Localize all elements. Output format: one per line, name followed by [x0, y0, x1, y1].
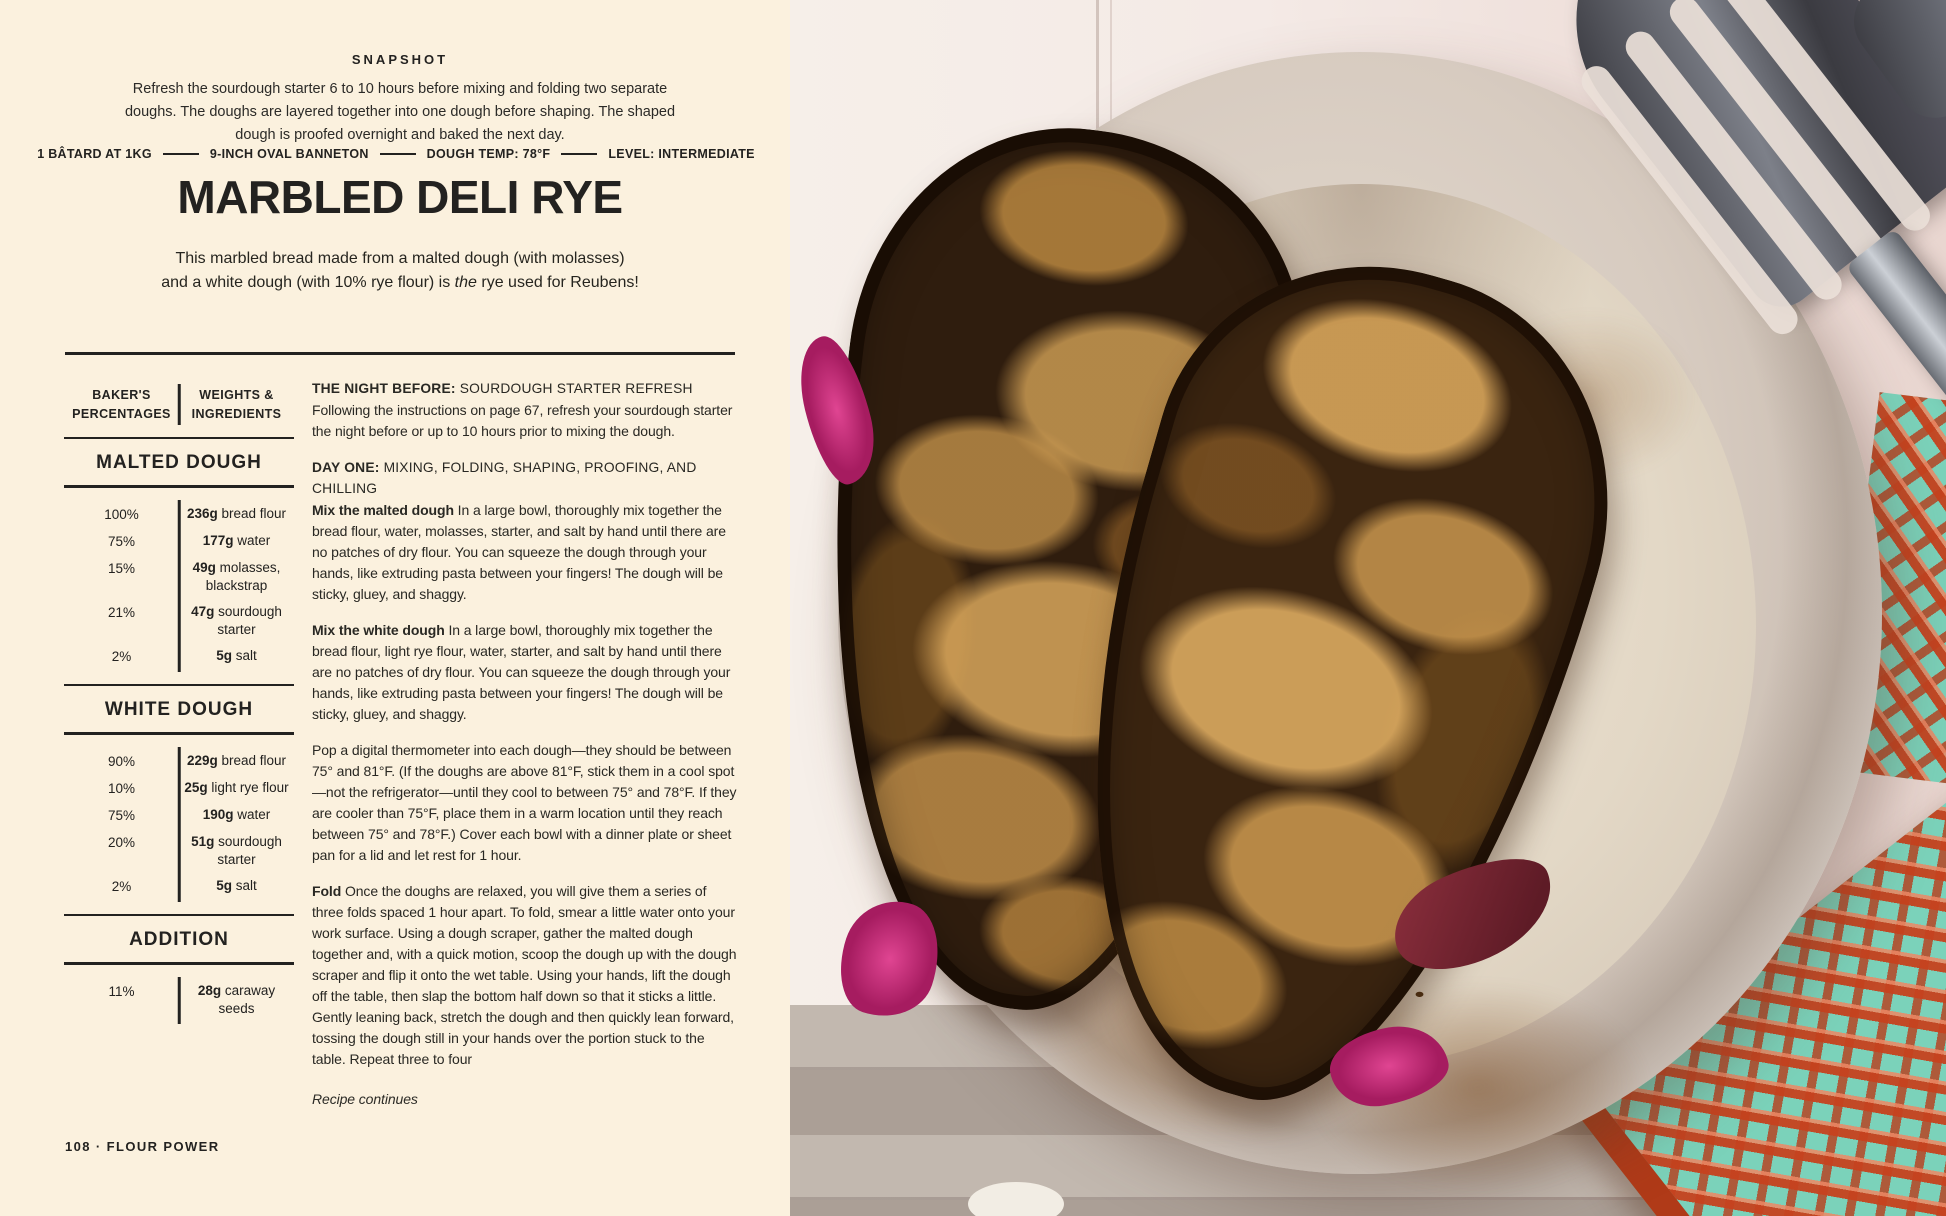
bakers-percentage: 75%: [107, 807, 136, 823]
horizontal-rule: [65, 352, 735, 355]
divider-dash: [163, 153, 199, 156]
instructions-column: [312, 378, 739, 1110]
white-dough-rows: [64, 735, 294, 914]
bakers-percentage: 21%: [107, 604, 136, 620]
step-body: Once the doughs are relaxed, you will give them a series of three folds spaced 1 hour apart. To fold, smear a little water onto your work surface. Using a dough scraper, gather the malted dough together and, with a quick motion, scoop the dough up with the dough scraper and flip it onto the wet table. Using your hands, lift the dough off the table, then slap the bottom half down so that it sticks a little. Gently leaning back, stretch the dough and then quickly lean forward, tossing the dough still in your hands over the portion stuck to the table. Repeat three to four: [312, 883, 737, 1067]
step-heading-rest: MIXING, FOLDING, SHAPING, PROOFING, AND CHILLING: [312, 460, 697, 496]
subtitle-emphasis: the: [454, 274, 477, 291]
step-heading-label: DAY ONE:: [312, 460, 380, 475]
section-title-addition: ADDITION: [129, 929, 229, 950]
divider-dash: [561, 153, 597, 156]
ingredient-name: water: [237, 532, 271, 548]
step-day-one-mix-malted: [312, 457, 739, 605]
ingredient-weight: 177g: [202, 532, 234, 548]
step-fold: [312, 881, 739, 1070]
step-mix-white: [312, 620, 739, 725]
table-row: [64, 779, 294, 798]
ingredient-weight: 25g: [184, 779, 208, 795]
ingredients-table: [64, 372, 294, 1036]
step-heading: [312, 378, 739, 399]
ingredient-name: water: [237, 806, 271, 822]
table-row: [64, 982, 294, 1018]
subtitle-line2-end: rye used for Reubens!: [476, 274, 639, 291]
header-weights-ingredients: WEIGHTS & INGREDIENTS: [191, 388, 282, 421]
ingredient-weight: 236g: [186, 505, 218, 521]
recipe-title: MARBLED DELI RYE: [177, 171, 623, 223]
step-lead: Mix the white dough: [312, 622, 445, 638]
table-row: [64, 806, 294, 825]
step-body: In a large bowl, thoroughly mix together the bread flour, light rye flour, water, starter, and salt by hand until there are no patches of dry flour. You can squeeze the dough through your hands, like extruding pasta between your fingers! The dough will be sticky, gluey, and shaggy.: [312, 622, 731, 722]
subtitle-line2: and a white dough (with 10% rye flour) is: [161, 274, 455, 291]
step-text: [312, 500, 739, 605]
meta-banneton: 9-INCH OVAL BANNETON: [209, 147, 369, 161]
bakers-percentage: 100%: [104, 506, 139, 522]
bakers-percentage: 20%: [107, 834, 136, 850]
ingredient-name: bread flour: [221, 752, 287, 768]
ingredient-name: bread flour: [221, 505, 287, 521]
page-number-footer: 108 · FLOUR POWER: [65, 1139, 220, 1154]
ingredient: [179, 752, 294, 770]
meta-dough-temp: DOUGH TEMP: 78°F: [426, 147, 551, 161]
recipe-subtitle: [65, 247, 735, 295]
table-row: [64, 877, 294, 896]
step-lead: Fold: [312, 883, 342, 899]
snapshot-label: SNAPSHOT: [351, 52, 449, 67]
ingredient-name: light rye flour: [211, 779, 289, 795]
table-row: [64, 559, 294, 595]
ingredient: [179, 603, 294, 639]
step-text: Pop a digital thermometer into each dough—they should be between 75° and 81°F. (If the doughs are above 81°F, stick them in a cool spot—not the refrigerator—until they cool to between 75° and 78°F. If they are cooler than 75°F, place them in a warm location until they reach between 75° and 78°F.) Cover each bowl with a dinner plate or sheet pan for a lid and let rest for 1 hour.: [312, 742, 737, 863]
ingredient-name: salt: [235, 877, 257, 893]
step-text: Following the instructions on page 67, refresh your sourdough starter the night before or up to 10 hours prior to mixing the dough.: [312, 402, 733, 439]
ingredients-header: [64, 372, 294, 437]
step-text: [312, 881, 739, 1070]
ingredient-name: caraway seeds: [218, 982, 276, 1016]
table-row: [64, 603, 294, 639]
ingredient-weight: 49g: [192, 559, 216, 575]
recipe-meta-row: [37, 147, 755, 161]
ingredient-name: salt: [235, 647, 257, 663]
bakers-percentage: 90%: [107, 753, 136, 769]
table-row: [64, 532, 294, 551]
section-title-white-dough: WHITE DOUGH: [104, 699, 254, 720]
ingredient: [179, 806, 294, 824]
ingredient-weight: 28g: [197, 982, 222, 998]
snapshot-block: [65, 52, 735, 147]
step-night-before: [312, 378, 739, 442]
recipe-page: [0, 0, 790, 1216]
ingredient: [179, 532, 294, 550]
step-heading-rest: SOURDOUGH STARTER REFRESH: [455, 381, 693, 396]
ingredient-name: molasses, blackstrap: [205, 559, 281, 593]
ingredient: [179, 647, 294, 665]
bakers-percentage: 75%: [107, 533, 136, 549]
ingredient: [179, 779, 294, 797]
recipe-continues-note: Recipe continues: [312, 1091, 418, 1107]
table-row: [64, 833, 294, 869]
bakers-percentage: 10%: [107, 780, 136, 796]
ingredient-name: sourdough starter: [217, 833, 282, 867]
snapshot-text: Refresh the sourdough starter 6 to 10 hours before mixing and folding two separate doughs. The doughs are layered together into one dough before shaping. The shaped dough is proofed overnight and baked the next day.: [124, 81, 676, 143]
step-text: [312, 620, 739, 725]
ingredient: [179, 877, 294, 895]
ingredient: [179, 559, 294, 595]
step-body: In a large bowl, thoroughly mix together the bread flour, water, molasses, starter, and salt by hand until there are no patches of dry flour. You can squeeze the dough through your hands, like extruding pasta between your fingers! The dough will be sticky, gluey, and shaggy.: [312, 502, 726, 602]
step-lead: Mix the malted dough: [312, 502, 454, 518]
ingredient-weight: 229g: [186, 752, 218, 768]
ingredient: [179, 505, 294, 523]
section-title-malted-dough: MALTED DOUGH: [96, 452, 262, 473]
bakers-percentage: 15%: [107, 560, 136, 576]
step-heading: [312, 457, 739, 499]
step-temperature: [312, 740, 739, 866]
ingredient-weight: 51g: [191, 833, 215, 849]
reuben-sandwich-photo: [790, 0, 1946, 1216]
ingredient: [179, 982, 294, 1018]
ingredient-weight: 47g: [191, 603, 215, 619]
meta-yield: 1 BÂTARD AT 1KG: [37, 147, 152, 161]
bakers-percentage: 2%: [111, 648, 132, 664]
divider-dash: [380, 153, 416, 156]
malted-dough-rows: [64, 488, 294, 684]
step-heading-label: THE NIGHT BEFORE:: [312, 381, 456, 396]
addition-rows: [64, 965, 294, 1036]
bakers-percentage: 11%: [108, 983, 135, 999]
bakers-percentage: 2%: [111, 878, 132, 894]
table-row: [64, 752, 294, 771]
ingredient: [179, 833, 294, 869]
table-row: [64, 505, 294, 524]
subtitle-line1: This marbled bread made from a malted dough (with molasses): [175, 250, 625, 267]
ingredient-weight: 5g: [216, 647, 232, 663]
ingredient-weight: 190g: [202, 806, 234, 822]
table-row: [64, 647, 294, 666]
ingredient-weight: 5g: [216, 877, 232, 893]
ingredient-name: sourdough starter: [217, 603, 282, 637]
header-bakers-percentages: BAKER'S PERCENTAGES: [72, 388, 171, 421]
meta-level: LEVEL: INTERMEDIATE: [608, 147, 755, 161]
